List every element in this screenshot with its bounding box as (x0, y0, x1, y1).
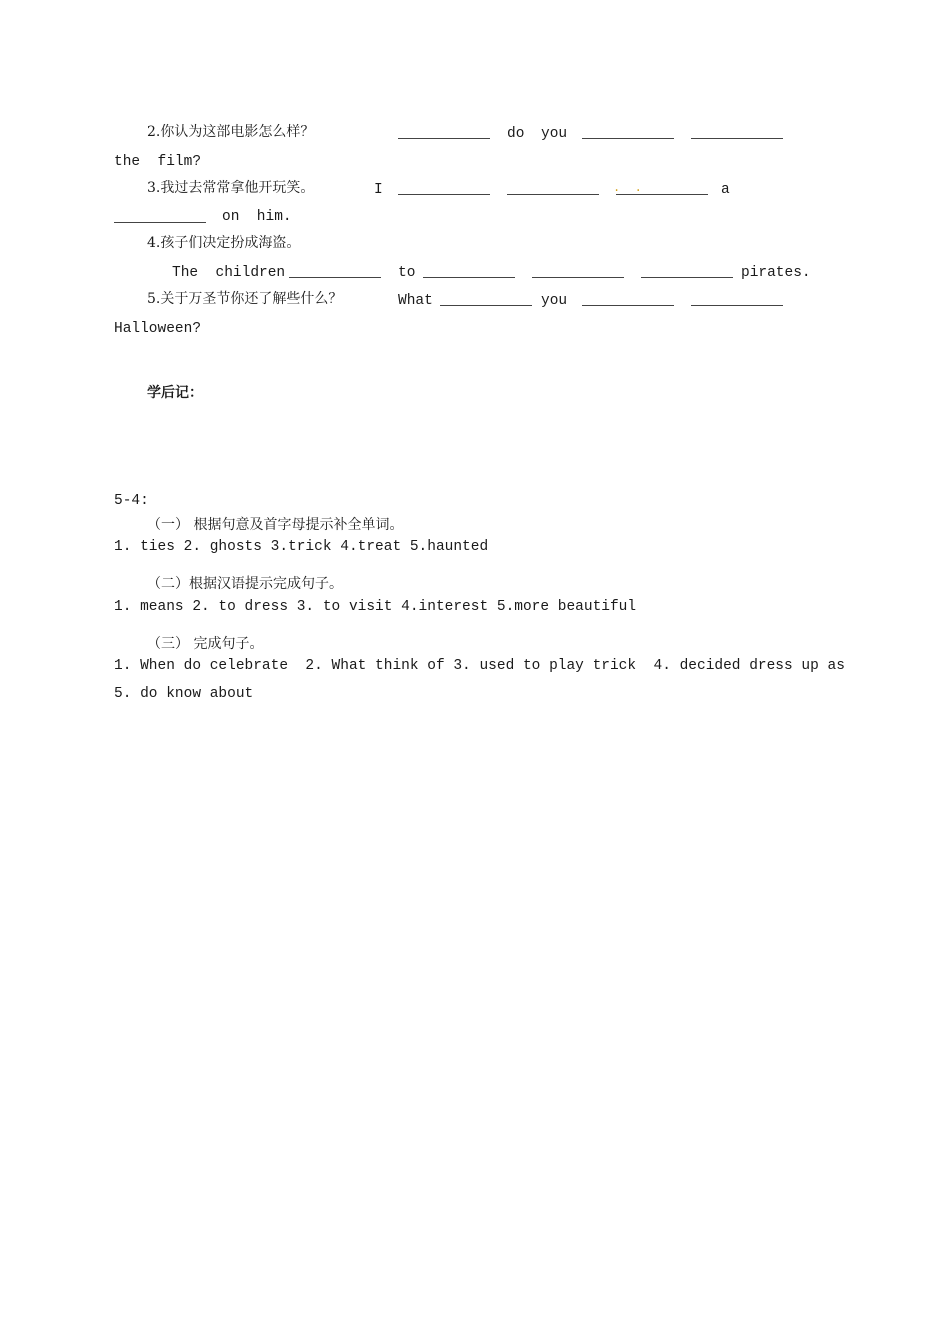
q3-word-i: I (374, 182, 383, 198)
q4-blank-3[interactable] (532, 264, 624, 278)
q2-word-you: you (541, 126, 568, 142)
q3-chinese: 3.我过去常常拿他开玩笑。 (147, 180, 315, 196)
q4-chinese: 4.孩子们决定扮成海盗。 (147, 235, 301, 251)
q5-blank-2[interactable] (582, 292, 674, 306)
q5-blank-1[interactable] (440, 292, 532, 306)
q4-word-to: to (398, 265, 416, 281)
answers-sec1-line: 1. ties 2. ghosts 3.trick 4.treat 5.haunted (114, 539, 489, 555)
q5-chinese: 5.关于万圣节你还了解些什么？ (147, 291, 343, 307)
q4-blank-4[interactable] (641, 264, 733, 278)
q3-word-a: a (721, 182, 730, 198)
q2-blank-1[interactable] (398, 125, 490, 139)
q4-ending: pirates. (741, 265, 811, 281)
answers-title: 5-4: (114, 493, 149, 509)
q5-ending: Halloween? (114, 321, 202, 337)
q2-word-do: do (507, 126, 525, 142)
q2-ending: the film? (114, 154, 202, 170)
answers-sec2-heading: （二）根据汉语提示完成句子。 (147, 576, 343, 592)
answers-sec3-line1: 1. When do celebrate 2. What think of 3. used to play trick 4. decided dress up as (114, 658, 845, 674)
notes-heading: 学后记： (147, 385, 203, 401)
q5-blank-3[interactable] (691, 292, 783, 306)
q3-blank-1[interactable] (398, 181, 490, 195)
q5-word-you: you (541, 293, 568, 309)
q2-blank-3[interactable] (691, 125, 783, 139)
q3-blank-4[interactable] (114, 209, 206, 223)
edit-mark: . . (613, 181, 642, 195)
q3-ending: on him. (222, 209, 292, 225)
q4-word-children: The children (172, 265, 286, 281)
answers-sec3-heading: （三） 完成句子。 (147, 636, 264, 652)
answers-sec1-heading: （一） 根据句意及首字母提示补全单词。 (147, 517, 404, 533)
q2-blank-2[interactable] (582, 125, 674, 139)
answers-sec2-line: 1. means 2. to dress 3. to visit 4.interest 5.more beautiful (114, 599, 637, 615)
q2-chinese: 2.你认为这部电影怎么样？ (147, 124, 315, 140)
q5-word-what: What (398, 293, 433, 309)
answers-sec3-line2: 5. do know about (114, 686, 254, 702)
q4-blank-1[interactable] (289, 264, 381, 278)
q4-blank-2[interactable] (423, 264, 515, 278)
q3-blank-2[interactable] (507, 181, 599, 195)
